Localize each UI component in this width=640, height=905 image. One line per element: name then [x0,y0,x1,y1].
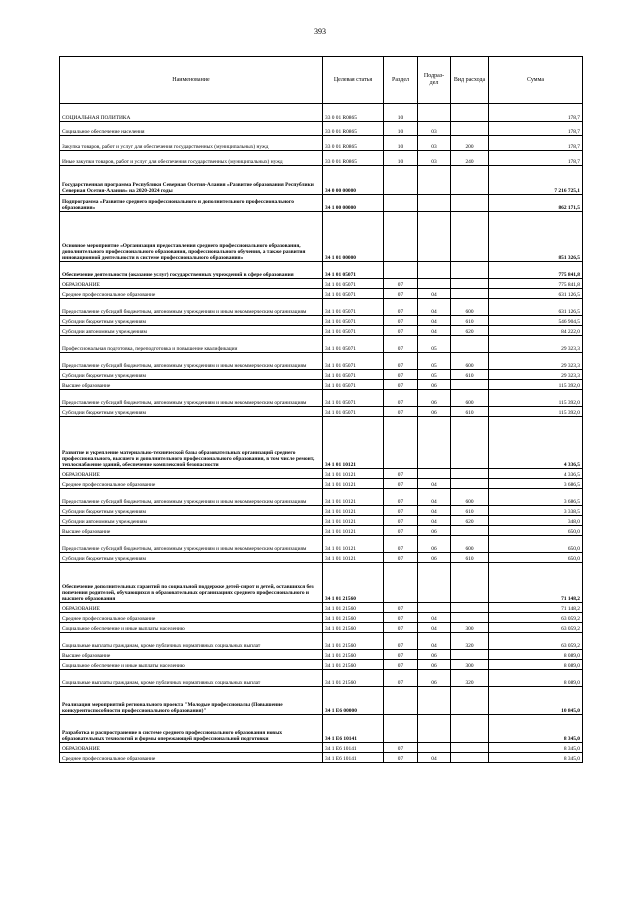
cell-sum: 3 338,5 [489,506,583,516]
cell-sum: 7 216 725,1 [489,166,583,195]
table-row [60,353,583,370]
cell-subsection [418,715,451,743]
cell-subsection [418,279,451,289]
table-row [60,633,583,650]
cell-name: Подпрограмма «Развитие среднего профессионального и дополнительного профессионального образования» [60,195,323,212]
cell-sum: 650,0 [489,526,583,536]
cell-sum: 178,7 [489,104,583,122]
cell-subsection: 05 [418,353,451,370]
cell-name: Предоставление субсидий бюджетным, автономным учреждениям и иным некоммерческим организациям [60,489,323,506]
cell-expense-type [451,613,489,623]
cell-section: 07 [384,623,418,633]
cell-section: 07 [384,390,418,407]
cell-expense-type [451,479,489,489]
cell-section: 07 [384,289,418,299]
cell-expense-type [451,380,489,390]
cell-target: 34 1 01 05071 [323,336,384,353]
cell-name: Разработка и распространение в системе среднего профессионального образования новых образовательных технологий и формы опережающей профессиональной подготовки [60,715,323,743]
cell-sum: 63 059,2 [489,633,583,650]
table-row [60,650,583,660]
cell-section: 10 [384,136,418,151]
cell-name: Основное мероприятие «Организация предоставления среднего профессионального образования, дополнительного профессионального образования, профессионального обучения, а также развития инновационной деятельности в системе профессионального образования» [60,212,323,262]
cell-target: 34 1 01 21560 [323,603,384,613]
table-row [60,279,583,289]
cell-sum: 8 345,0 [489,715,583,743]
page-number: 393 [314,27,326,36]
cell-target: 34 1 01 21560 [323,563,384,603]
cell-expense-type: 600 [451,353,489,370]
cell-expense-type [451,417,489,469]
cell-name: Профессиональная подготовка, переподготовка и повышение квалификации [60,336,323,353]
cell-section [384,715,418,743]
cell-subsection: 03 [418,151,451,166]
cell-section [384,563,418,603]
table-row [60,289,583,299]
table-body [60,104,583,763]
table-row [60,660,583,670]
table-row [60,526,583,536]
table-row [60,316,583,326]
header-section: Раздел [384,57,418,104]
table-row [60,212,583,262]
cell-section [384,166,418,195]
cell-sum: 631 126,5 [489,289,583,299]
table-row [60,122,583,136]
cell-expense-type [451,563,489,603]
cell-sum: 8 089,0 [489,650,583,660]
table-row [60,536,583,553]
cell-name: Обеспечение деятельности (оказание услуг) государственных учреждений в сфере образования [60,262,323,279]
cell-name: Высшее образование [60,380,323,390]
cell-sum: 71 148,2 [489,603,583,613]
cell-subsection [418,603,451,613]
cell-name: ОБРАЗОВАНИЕ [60,279,323,289]
table-row [60,623,583,633]
table-row [60,687,583,715]
cell-sum: 8 089,0 [489,670,583,687]
cell-subsection: 06 [418,380,451,390]
cell-expense-type: 620 [451,326,489,336]
cell-name: Социальное обеспечение и иные выплаты населению [60,623,323,633]
cell-target: 34 1 00 00000 [323,195,384,212]
cell-expense-type: 610 [451,506,489,516]
cell-expense-type: 320 [451,670,489,687]
header-subsection: Подраз-дел [418,57,451,104]
cell-subsection: 04 [418,623,451,633]
cell-subsection [418,166,451,195]
table-header-row [60,57,583,104]
cell-sum: 10 845,0 [489,687,583,715]
cell-subsection: 05 [418,370,451,380]
cell-target: 34 1 01 00000 [323,212,384,262]
cell-name: ОБРАЗОВАНИЕ [60,603,323,613]
cell-section: 10 [384,151,418,166]
cell-section: 07 [384,299,418,316]
cell-name: Субсидии автономным учреждениям [60,326,323,336]
cell-section: 07 [384,743,418,753]
cell-subsection: 04 [418,289,451,299]
cell-target: 34 1 01 05071 [323,390,384,407]
cell-expense-type [451,603,489,613]
cell-expense-type: 600 [451,489,489,506]
table-row [60,136,583,151]
cell-target: 34 1 01 10121 [323,469,384,479]
cell-subsection: 06 [418,670,451,687]
cell-name: Субсидии бюджетным учреждениям [60,370,323,380]
table-row [60,613,583,623]
cell-section: 07 [384,380,418,390]
cell-target: 34 1 01 21560 [323,613,384,623]
cell-target: 34 1 01 21560 [323,670,384,687]
cell-expense-type [451,469,489,479]
cell-expense-type [451,122,489,136]
cell-expense-type: 600 [451,536,489,553]
cell-expense-type [451,212,489,262]
cell-expense-type [451,336,489,353]
cell-name: Обеспечение дополнительных гарантий по социальной поддержке детей-сирот и детей, оставшихся без попечения родителей, обучающихся в образовательных организациях среднего профессионального и высшего образования [60,563,323,603]
cell-sum: 115 392,0 [489,390,583,407]
cell-subsection: 06 [418,526,451,536]
cell-name: Предоставление субсидий бюджетным, автономным учреждениям и иным некоммерческим организациям [60,299,323,316]
cell-sum: 4 336,5 [489,469,583,479]
cell-expense-type: 300 [451,623,489,633]
cell-target: 34 0 00 00000 [323,166,384,195]
cell-sum: 775 841,8 [489,262,583,279]
cell-section [384,212,418,262]
cell-sum: 63 059,2 [489,623,583,633]
cell-name: Закупка товаров, работ и услуг для обеспечения государственных (муниципальных) нужд [60,136,323,151]
cell-sum: 546 904,5 [489,316,583,326]
cell-section: 07 [384,650,418,660]
cell-sum: 650,0 [489,536,583,553]
cell-sum: 115 392,0 [489,380,583,390]
table-row [60,469,583,479]
cell-subsection [418,563,451,603]
table-row [60,670,583,687]
cell-subsection [418,104,451,122]
cell-subsection [418,469,451,479]
cell-section: 07 [384,633,418,650]
cell-sum: 71 148,2 [489,563,583,603]
cell-subsection [418,417,451,469]
cell-sum: 178,7 [489,122,583,136]
cell-expense-type [451,166,489,195]
cell-section: 07 [384,553,418,563]
cell-sum: 8 345,0 [489,743,583,753]
cell-target: 34 1 01 05071 [323,262,384,279]
cell-name: Социальное обеспечение и иные выплаты населению [60,660,323,670]
cell-subsection: 03 [418,136,451,151]
cell-name: Субсидии бюджетным учреждениям [60,506,323,516]
cell-section: 07 [384,326,418,336]
cell-section: 07 [384,613,418,623]
cell-section: 07 [384,526,418,536]
table-row [60,336,583,353]
cell-expense-type: 320 [451,633,489,650]
cell-target: 34 1 01 05071 [323,279,384,289]
cell-sum: 631 126,5 [489,299,583,316]
cell-subsection: 05 [418,336,451,353]
cell-subsection: 06 [418,407,451,417]
cell-expense-type [451,743,489,753]
cell-section [384,262,418,279]
table-row [60,516,583,526]
cell-expense-type [451,687,489,715]
cell-target: 34 1 01 05071 [323,380,384,390]
table-row [60,195,583,212]
cell-sum: 178,7 [489,136,583,151]
cell-expense-type [451,650,489,660]
cell-expense-type: 240 [451,151,489,166]
cell-expense-type: 610 [451,553,489,563]
cell-subsection [418,262,451,279]
cell-name: Среднее профессиональное образование [60,613,323,623]
cell-subsection: 04 [418,516,451,526]
header-name: Наименование [60,57,323,104]
cell-target: 34 1 01 05071 [323,289,384,299]
cell-expense-type: 200 [451,136,489,151]
cell-section: 07 [384,506,418,516]
cell-subsection: 06 [418,553,451,563]
cell-sum: 851 326,5 [489,212,583,262]
cell-expense-type: 600 [451,390,489,407]
cell-expense-type: 610 [451,316,489,326]
table-row [60,326,583,336]
cell-name: Социальные выплаты гражданам, кроме публичных нормативных социальных выплат [60,670,323,687]
cell-expense-type: 600 [451,299,489,316]
table-row [60,104,583,122]
table-row [60,417,583,469]
cell-sum: 3 686,5 [489,489,583,506]
budget-table [59,56,583,763]
cell-subsection: 04 [418,316,451,326]
cell-target: 34 1 01 10121 [323,417,384,469]
cell-sum: 8 345,0 [489,753,583,763]
cell-section: 07 [384,489,418,506]
cell-subsection [418,687,451,715]
table-row [60,603,583,613]
table-row [60,407,583,417]
cell-name: СОЦИАЛЬНАЯ ПОЛИТИКА [60,104,323,122]
cell-section: 07 [384,336,418,353]
cell-target: 34 1 E6 00000 [323,687,384,715]
cell-subsection: 04 [418,489,451,506]
cell-expense-type [451,195,489,212]
table-row [60,563,583,603]
cell-subsection: 04 [418,633,451,650]
cell-target: 34 1 01 21560 [323,650,384,660]
cell-expense-type: 610 [451,370,489,380]
cell-target: 34 1 01 10121 [323,516,384,526]
cell-section: 07 [384,516,418,526]
cell-section [384,417,418,469]
cell-sum: 650,0 [489,553,583,563]
cell-name: Государственная программа Республики Северная Осетия-Алания «Развитие образования Республики Северная Осетия-Алания» на 2020-2024 годы [60,166,323,195]
cell-subsection: 04 [418,753,451,763]
cell-expense-type [451,526,489,536]
cell-name: Высшее образование [60,526,323,536]
table-row [60,489,583,506]
cell-expense-type [451,279,489,289]
cell-section: 07 [384,753,418,763]
cell-subsection: 04 [418,613,451,623]
cell-sum: 3 686,5 [489,479,583,489]
cell-target: 34 1 01 05071 [323,316,384,326]
cell-name: ОБРАЗОВАНИЕ [60,743,323,753]
cell-section: 07 [384,670,418,687]
cell-sum: 348,0 [489,516,583,526]
table-row [60,753,583,763]
table-row [60,166,583,195]
cell-name: Субсидии бюджетным учреждениям [60,407,323,417]
cell-subsection: 06 [418,650,451,660]
cell-subsection: 06 [418,536,451,553]
cell-target: 34 1 01 05071 [323,407,384,417]
table-row [60,299,583,316]
cell-sum: 63 059,2 [489,613,583,623]
cell-target: 34 1 01 10121 [323,536,384,553]
header-expense-type: Вид расхода [451,57,489,104]
cell-sum: 29 323,3 [489,336,583,353]
cell-expense-type: 610 [451,407,489,417]
cell-subsection [418,212,451,262]
cell-subsection: 04 [418,299,451,316]
table-row [60,370,583,380]
cell-section: 07 [384,353,418,370]
cell-name: Субсидии автономным учреждениям [60,516,323,526]
cell-subsection: 03 [418,122,451,136]
cell-target: 34 1 01 10121 [323,506,384,516]
cell-section: 10 [384,122,418,136]
cell-name: ОБРАЗОВАНИЕ [60,469,323,479]
cell-name: Среднее профессиональное образование [60,289,323,299]
cell-section: 10 [384,104,418,122]
cell-target: 34 1 E6 10141 [323,715,384,743]
cell-sum: 178,7 [489,151,583,166]
cell-sum: 29 323,3 [489,353,583,370]
cell-sum: 775 841,8 [489,279,583,289]
cell-sum: 8 089,0 [489,660,583,670]
cell-section: 07 [384,536,418,553]
header-target: Целевая статья [323,57,384,104]
cell-section: 07 [384,370,418,380]
cell-sum: 29 323,3 [489,370,583,380]
cell-target: 34 1 01 05071 [323,370,384,380]
cell-section [384,195,418,212]
cell-name: Предоставление субсидий бюджетным, автономным учреждениям и иным некоммерческим организациям [60,536,323,553]
cell-section: 07 [384,469,418,479]
cell-target: 34 1 01 10121 [323,489,384,506]
cell-target: 34 1 01 05071 [323,299,384,316]
header-sum: Сумма [489,57,583,104]
table-row [60,479,583,489]
cell-section: 07 [384,479,418,489]
cell-sum: 862 171,5 [489,195,583,212]
cell-expense-type [451,753,489,763]
cell-section: 07 [384,279,418,289]
cell-name: Предоставление субсидий бюджетным, автономным учреждениям и иным некоммерческим организациям [60,353,323,370]
cell-name: Развитие и укрепление материально-технической базы образовательных организаций среднего профессионального, высшего и дополнительного профессионального образования, в том числе ремонт, теплоснабжение зданий, обеспечение комплексной безопасности [60,417,323,469]
cell-name: Среднее профессиональное образование [60,753,323,763]
table-row [60,553,583,563]
cell-section: 07 [384,603,418,613]
cell-name: Высшее образование [60,650,323,660]
cell-expense-type: 620 [451,516,489,526]
cell-target: 34 1 01 10121 [323,553,384,563]
cell-subsection: 04 [418,506,451,516]
cell-expense-type [451,289,489,299]
cell-section [384,687,418,715]
cell-target: 33 0 01 R0865 [323,136,384,151]
cell-section: 07 [384,660,418,670]
table-row [60,380,583,390]
cell-subsection [418,743,451,753]
cell-name: Среднее профессиональное образование [60,479,323,489]
cell-target: 34 1 01 05071 [323,326,384,336]
cell-target: 34 1 01 21560 [323,660,384,670]
table-row [60,743,583,753]
cell-target: 34 1 01 21560 [323,633,384,650]
table-row [60,262,583,279]
cell-name: Социальные выплаты гражданам, кроме публичных нормативных социальных выплат [60,633,323,650]
cell-expense-type [451,262,489,279]
table-row [60,390,583,407]
cell-sum: 4 336,5 [489,417,583,469]
cell-name: Предоставление субсидий бюджетным, автономным учреждениям и иным некоммерческим организациям [60,390,323,407]
table-row [60,151,583,166]
cell-sum: 84 222,0 [489,326,583,336]
cell-target: 34 1 E6 10141 [323,753,384,763]
cell-expense-type [451,715,489,743]
cell-target: 33 0 01 R0865 [323,151,384,166]
cell-name: Субсидии бюджетным учреждениям [60,553,323,563]
cell-subsection: 04 [418,326,451,336]
cell-expense-type [451,104,489,122]
cell-name: Субсидии бюджетным учреждениям [60,316,323,326]
cell-name: Иные закупки товаров, работ и услуг для обеспечения государственных (муниципальных) нужд [60,151,323,166]
cell-subsection: 06 [418,390,451,407]
cell-sum: 115 392,0 [489,407,583,417]
cell-target: 33 0 01 R0865 [323,104,384,122]
cell-target: 34 1 01 05071 [323,353,384,370]
cell-name: Реализация мероприятий регионального проекта "Молодые профессионалы (Повышение конкурентоспособности профессионального образования)" [60,687,323,715]
cell-target: 34 1 01 21560 [323,623,384,633]
cell-target: 33 0 01 R0865 [323,122,384,136]
cell-target: 34 1 01 10121 [323,479,384,489]
cell-subsection: 06 [418,660,451,670]
cell-target: 34 1 E6 10141 [323,743,384,753]
cell-section: 07 [384,407,418,417]
cell-target: 34 1 01 10121 [323,526,384,536]
table-row [60,715,583,743]
cell-subsection [418,195,451,212]
cell-section: 07 [384,316,418,326]
cell-name: Социальное обеспечение населения [60,122,323,136]
cell-subsection: 04 [418,479,451,489]
table-row [60,506,583,516]
cell-expense-type: 300 [451,660,489,670]
